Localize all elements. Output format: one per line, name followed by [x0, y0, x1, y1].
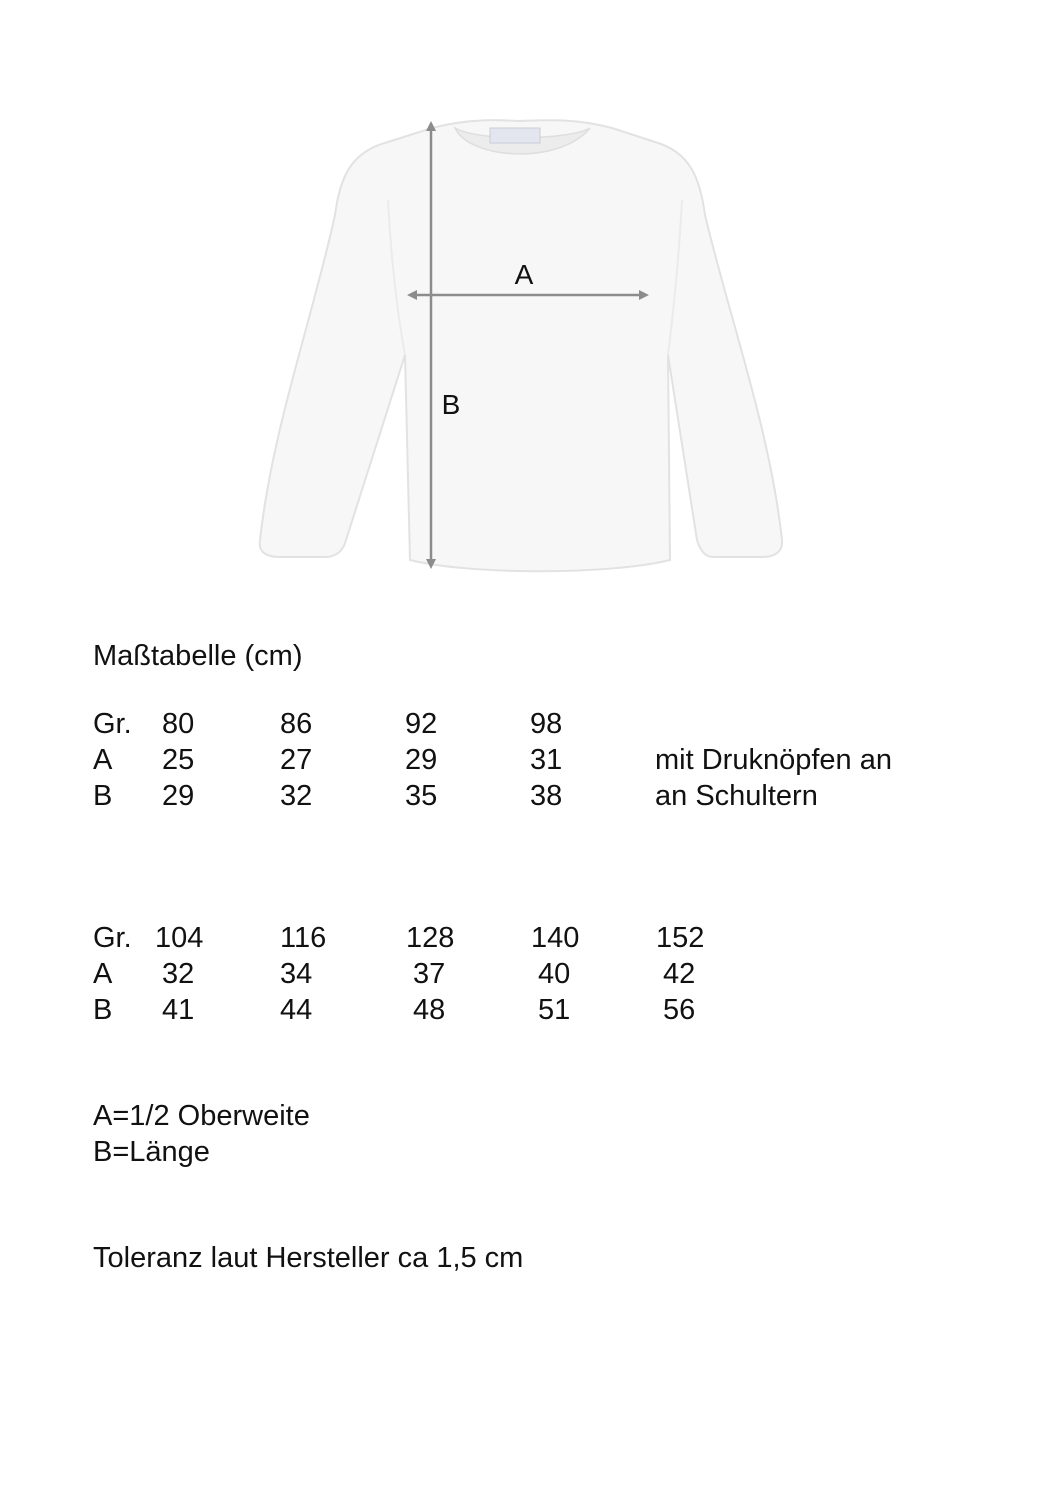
shirt-measurement-figure: [0, 0, 1050, 600]
table-cell: 40: [538, 958, 571, 990]
table-cell: 104: [155, 922, 204, 954]
table-cell: 32: [162, 958, 195, 990]
tolerance-note: Toleranz laut Hersteller ca 1,5 cm: [93, 1242, 524, 1274]
table-cell: 140: [531, 922, 580, 954]
table-cell: 116: [280, 922, 327, 954]
table2-header-row: [0, 920, 1050, 956]
table-cell: 92: [405, 708, 438, 740]
table1-header-row: [0, 706, 1050, 742]
table-cell: 31: [530, 744, 563, 776]
table-cell: 34: [280, 958, 313, 990]
table1-note-line2: an Schultern: [655, 780, 818, 812]
shirt-brand-tag: [490, 128, 540, 143]
table-cell: 29: [405, 744, 438, 776]
table-cell: 29: [162, 780, 195, 812]
table-cell: 56: [663, 994, 696, 1026]
table-cell: 51: [538, 994, 571, 1026]
table-cell: 35: [405, 780, 438, 812]
table-cell: 38: [530, 780, 563, 812]
table-cell: 86: [280, 708, 313, 740]
table1-row-b: [0, 778, 1050, 814]
table-cell: B: [93, 780, 113, 812]
table1-note-line1: mit Druknöpfen an: [655, 744, 892, 776]
table-cell: B: [93, 994, 113, 1026]
table-cell: Gr.: [93, 708, 132, 740]
table-cell: 37: [413, 958, 446, 990]
table-title: Maßtabelle (cm): [93, 640, 303, 672]
table2-row-b: [0, 992, 1050, 1028]
table-cell: 80: [162, 708, 195, 740]
table-cell: 128: [406, 922, 455, 954]
table-cell: 152: [656, 922, 705, 954]
table-cell: A: [93, 744, 113, 776]
table1-row-a: [0, 742, 1050, 778]
table2-row-a: [0, 956, 1050, 992]
table-cell: Gr.: [93, 922, 132, 954]
table-cell: 44: [280, 994, 313, 1026]
measure-label-a: A: [514, 259, 534, 290]
table-cell: A: [93, 958, 113, 990]
shirt-body: [260, 120, 782, 571]
legend-line-a: A=1/2 Oberweite: [93, 1100, 310, 1132]
table-cell: 27: [280, 744, 313, 776]
table-cell: 32: [280, 780, 313, 812]
table-cell: 41: [162, 994, 195, 1026]
legend-line-b: B=Länge: [93, 1136, 210, 1168]
table-cell: 98: [530, 708, 563, 740]
table-cell: 48: [413, 994, 446, 1026]
table-cell: 25: [162, 744, 195, 776]
measure-label-b: B: [441, 389, 461, 420]
longsleeve-shirt-image: [260, 120, 782, 571]
table-cell: 42: [663, 958, 696, 990]
